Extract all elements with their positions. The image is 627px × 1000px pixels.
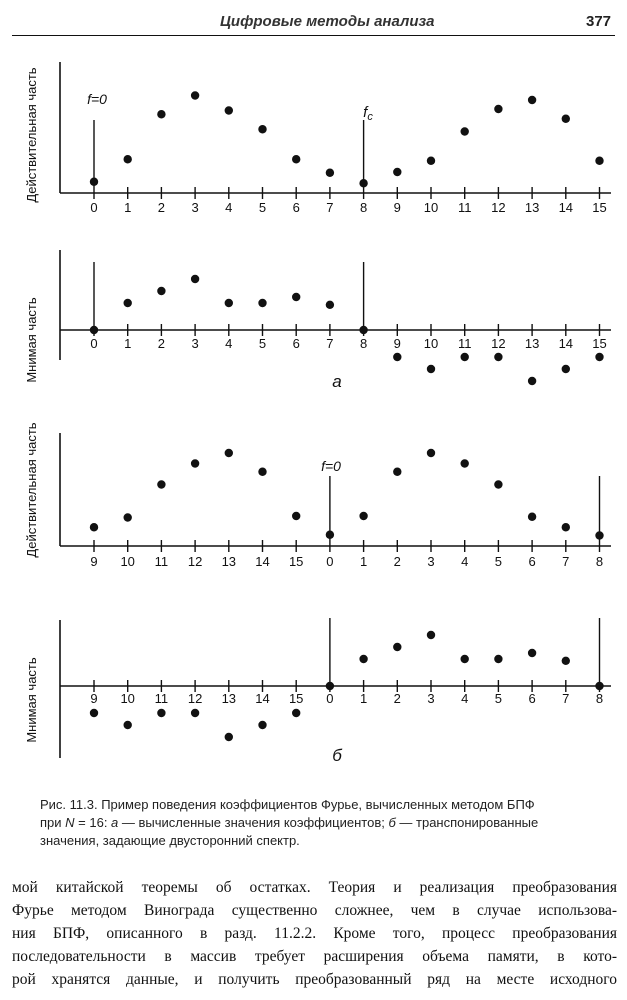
panel-label: б [332, 746, 342, 765]
x-tick-label: 1 [359, 554, 368, 569]
body-line: Фурье методом Винограда существенно сложнее, чем в случае использова- [12, 902, 617, 919]
data-point [90, 178, 98, 186]
x-tick-label: 10 [423, 336, 439, 351]
body-line: рой хранятся данные, и получить преобразованный ряд на месте исходного [12, 971, 617, 988]
x-tick-label: 6 [292, 336, 300, 351]
data-point [326, 531, 334, 539]
x-tick-label: 4 [225, 200, 233, 215]
data-point [562, 523, 570, 531]
data-point [225, 299, 233, 307]
x-tick-label: 6 [528, 691, 536, 706]
x-tick-label: 3 [427, 554, 435, 569]
data-point [494, 105, 502, 113]
data-point [393, 353, 401, 361]
data-point [292, 293, 300, 301]
data-point [191, 709, 199, 717]
x-tick-label: 13 [524, 200, 540, 215]
figure-11-3 [0, 40, 627, 790]
x-tick-label: 2 [157, 200, 166, 215]
data-point [292, 512, 300, 520]
data-point [528, 513, 536, 521]
data-point [528, 377, 536, 385]
data-point [359, 179, 367, 187]
caption-line-3: значения, задающие двусторонний спектр. [40, 833, 300, 848]
x-tick-label: 6 [528, 554, 536, 569]
body-line: мой китайской теоремы об остатках. Теория и реализация преобразования [12, 879, 617, 896]
x-tick-label: 2 [393, 554, 401, 569]
data-point [258, 468, 266, 476]
data-point [427, 631, 435, 639]
x-tick-label: 2 [393, 691, 401, 706]
data-point [359, 512, 367, 520]
data-point [562, 365, 570, 373]
data-point [326, 301, 334, 309]
x-tick-label: 11 [457, 200, 472, 215]
x-tick-label: 0 [326, 554, 334, 569]
data-point [326, 169, 334, 177]
data-point [225, 733, 233, 741]
x-tick-label: 6 [292, 200, 300, 215]
x-tick-label: 14 [558, 200, 574, 215]
x-tick-label: 1 [124, 200, 132, 215]
x-tick-label: 9 [393, 200, 401, 215]
x-tick-label: 5 [258, 336, 267, 351]
x-tick-label: 2 [157, 336, 166, 351]
header-rule [12, 35, 615, 36]
data-point [157, 480, 165, 488]
data-point [90, 709, 98, 717]
data-point [225, 449, 233, 457]
data-point [595, 157, 603, 165]
x-tick-label: 13 [221, 691, 237, 706]
x-tick-label: 14 [255, 691, 270, 706]
data-point [225, 106, 233, 114]
annotation-f-c: $f_c$ [363, 104, 373, 123]
x-tick-label: 8 [595, 554, 604, 569]
data-point [90, 326, 98, 334]
annotation-f-zero: f=0 [321, 458, 341, 474]
x-tick-label: 15 [592, 336, 607, 351]
data-point [124, 155, 132, 163]
x-tick-label: 5 [494, 554, 503, 569]
x-tick-label: 7 [326, 200, 334, 215]
x-tick-label: 1 [124, 336, 132, 351]
figure-caption [40, 796, 610, 850]
x-tick-label: 1 [359, 691, 368, 706]
x-tick-label: 9 [90, 554, 98, 569]
data-point [461, 353, 469, 361]
x-tick-label: 3 [191, 200, 199, 215]
data-point [427, 157, 435, 165]
data-point [427, 449, 435, 457]
data-point [124, 513, 132, 521]
data-point [494, 353, 502, 361]
x-tick-label: 0 [326, 691, 334, 706]
data-point [393, 468, 401, 476]
data-point [393, 643, 401, 651]
caption-line-2: при N = 16: а — вычисленные значения коэффициентов; б — транспонированные [40, 815, 539, 830]
data-point [562, 657, 570, 665]
x-tick-label: 3 [191, 336, 199, 351]
x-tick-label: 7 [326, 336, 334, 351]
data-point [124, 721, 132, 729]
x-tick-label: 11 [154, 691, 169, 706]
data-point [157, 110, 165, 118]
x-tick-label: 12 [491, 200, 506, 215]
x-tick-label: 12 [491, 336, 506, 351]
panel-label: а [332, 372, 342, 391]
x-tick-label: 9 [393, 336, 401, 351]
data-point [258, 299, 266, 307]
x-tick-label: 14 [558, 336, 574, 351]
panel-b-real-part [24, 422, 611, 569]
x-tick-label: 12 [187, 691, 203, 706]
data-point [461, 459, 469, 467]
data-point [393, 168, 401, 176]
data-point [191, 459, 199, 467]
x-tick-label: 5 [494, 691, 503, 706]
x-tick-label: 12 [187, 554, 203, 569]
panel-a-imaginary-part [24, 250, 611, 391]
x-tick-label: 9 [90, 691, 98, 706]
caption-line-1: Рис. 11.3. Пример поведения коэффициентов Фурье, вычисленных методом БПФ [40, 797, 535, 812]
annotation-f-zero: f=0 [87, 91, 107, 107]
annotation-subscript: c [367, 111, 373, 123]
data-point [191, 91, 199, 99]
x-tick-label: 5 [258, 200, 267, 215]
x-tick-label: 4 [225, 336, 233, 351]
x-tick-label: 13 [221, 554, 237, 569]
data-point [461, 655, 469, 663]
data-point [595, 682, 603, 690]
x-tick-label: 8 [359, 336, 368, 351]
data-point [427, 365, 435, 373]
data-point [90, 523, 98, 531]
body-paragraph [12, 876, 617, 991]
x-tick-label: 7 [562, 691, 570, 706]
y-axis-label: Мнимая часть [24, 657, 39, 743]
data-point [494, 480, 502, 488]
x-tick-label: 14 [255, 554, 270, 569]
y-axis-label: Действительная часть [24, 67, 39, 203]
data-point [124, 299, 132, 307]
data-point [157, 709, 165, 717]
data-point [528, 649, 536, 657]
x-tick-label: 11 [457, 336, 472, 351]
data-point [595, 353, 603, 361]
x-tick-label: 4 [461, 554, 469, 569]
panel-a-real-part [24, 62, 611, 215]
running-title: Цифровые методы анализа [220, 13, 435, 30]
x-tick-label: 15 [288, 554, 304, 569]
x-tick-label: 4 [461, 691, 469, 706]
page-header [0, 0, 627, 40]
data-point [258, 125, 266, 133]
x-tick-label: 0 [90, 200, 98, 215]
x-tick-label: 11 [154, 554, 169, 569]
y-axis-label: Действительная часть [24, 422, 39, 558]
body-line: последовательности в массив требует расширения объема памяти, в кото- [12, 948, 617, 965]
x-tick-label: 3 [427, 691, 435, 706]
data-point [359, 655, 367, 663]
body-line: ния БПФ, описанного в разд. 11.2.2. Кроме того, процесс преобразования [12, 925, 617, 942]
panel-b-imaginary-part [24, 618, 611, 765]
data-point [494, 655, 502, 663]
x-tick-label: 10 [120, 691, 135, 706]
data-point [359, 326, 367, 334]
x-tick-label: 15 [592, 200, 607, 215]
data-point [528, 96, 536, 104]
data-point [292, 709, 300, 717]
data-point [461, 127, 469, 135]
data-point [258, 721, 266, 729]
x-tick-label: 0 [90, 336, 98, 351]
x-tick-label: 10 [120, 554, 135, 569]
x-tick-label: 8 [359, 200, 368, 215]
x-tick-label: 8 [595, 691, 604, 706]
data-point [562, 115, 570, 123]
x-tick-label: 13 [524, 336, 540, 351]
page-number: 377 [586, 13, 612, 30]
x-tick-label: 7 [562, 554, 570, 569]
y-axis-label: Мнимая часть [24, 297, 39, 383]
x-tick-label: 10 [423, 200, 439, 215]
data-point [595, 531, 603, 539]
data-point [191, 275, 199, 283]
x-tick-label: 15 [288, 691, 304, 706]
data-point [292, 155, 300, 163]
data-point [326, 682, 334, 690]
data-point [157, 287, 165, 295]
